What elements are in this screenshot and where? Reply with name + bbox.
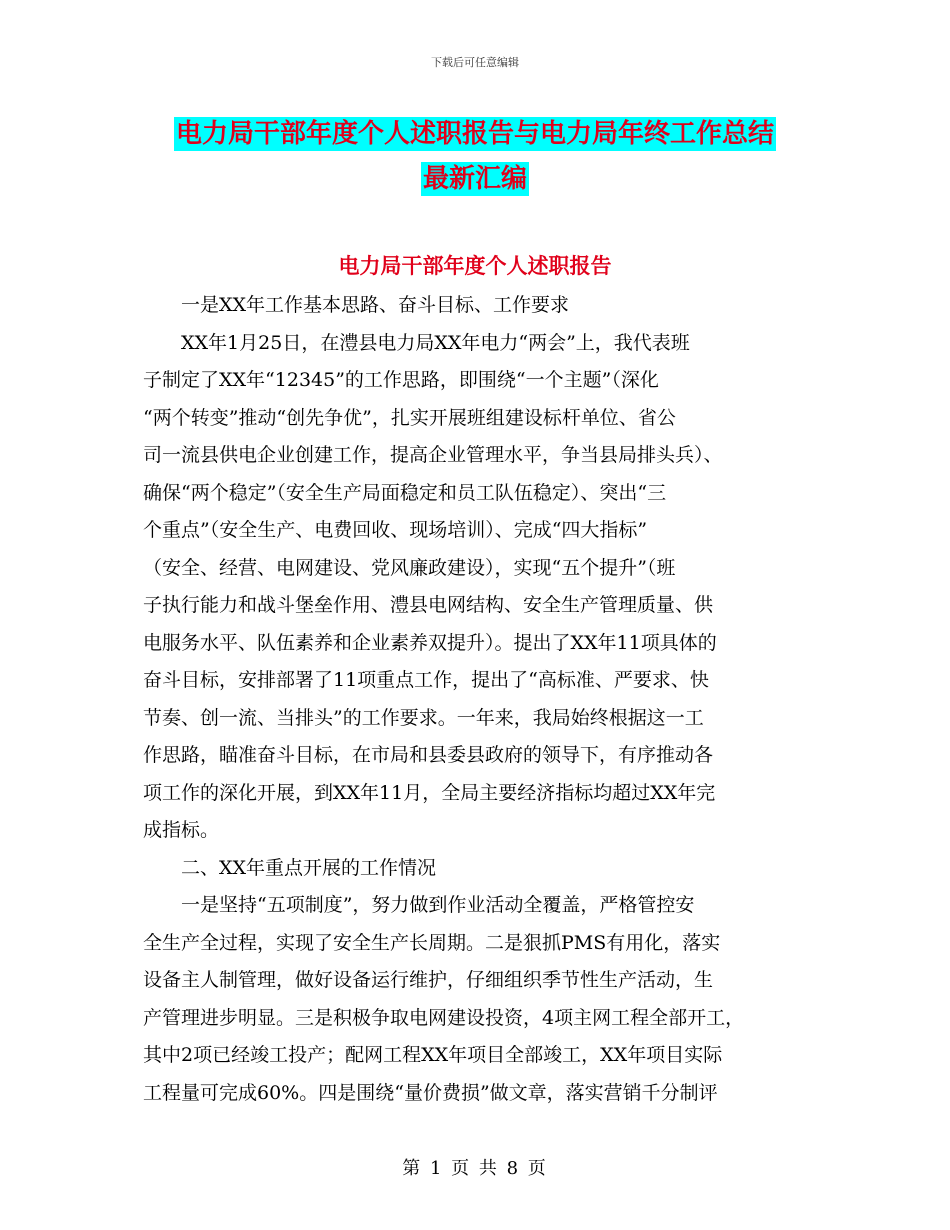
page-footer: 第 1 页 共 8 页 xyxy=(402,1158,548,1179)
title-line-2-text: 最新汇编 xyxy=(422,164,527,194)
text-line: 产管理进步明显。三是积极争取电网建设投资，4项主网工程全部开工， xyxy=(143,1006,745,1029)
text-line: （安全、经营、电网建设、党风廉政建设），实现“五个提升”（班 xyxy=(143,556,676,579)
text-line: 其中2项已经竣工投产；配网工程XX年项目全部竣工，XX年项目实际 xyxy=(143,1044,723,1066)
paragraph xyxy=(143,325,823,850)
text-line: 一是XX年工作基本思路、奋斗目标、工作要求 xyxy=(181,294,570,316)
document-body xyxy=(143,287,823,1112)
paragraph xyxy=(143,287,823,325)
header-note: 下载后可任意编辑 xyxy=(431,56,519,69)
text-line: 二、XX年重点开展的工作情况 xyxy=(181,856,437,879)
text-line: XX年1月25日，在澧县电力局XX年电力“两会”上，我代表班 xyxy=(181,331,690,354)
text-line: 司一流县供电企业创建工作，提高企业管理水平，争当县局排头兵）、 xyxy=(143,444,723,466)
document-title-line-1 xyxy=(0,113,950,150)
text-line: 全生产全过程，实现了安全生产长周期。二是狠抓PMS有用化，落实 xyxy=(143,931,721,954)
text-line: 子执行能力和战斗堡垒作用、澧县电网结构、安全生产管理质量、供 xyxy=(143,594,714,616)
text-line: “两个转变”推动“创先争优”，扎实开展班组建设标杆单位、省公 xyxy=(143,406,676,429)
paragraph xyxy=(143,887,823,1112)
text-line: 个重点”（安全生产、电费回收、现场培训）、完成“四大指标” xyxy=(143,519,648,541)
text-line: 电服务水平、队伍素养和企业素养双提升）。提出了XX年11项具体的 xyxy=(143,631,717,654)
section-title: 电力局干部年度个人述职报告 xyxy=(338,254,612,278)
paragraph xyxy=(143,850,823,888)
text-line: 设备主人制管理，做好设备运行维护，仔细组织季节性生产活动，生 xyxy=(143,969,714,991)
text-line: 一是坚持“五项制度”，努力做到作业活动全覆盖，严格管控安 xyxy=(181,894,695,916)
document-title-line-2 xyxy=(0,158,950,195)
text-line: 子制定了XX年“12345”的工作思路，即围绕“一个主题”（深化 xyxy=(143,369,659,391)
text-line: 成指标。 xyxy=(143,819,220,841)
text-line: 确保“两个稳定”（安全生产局面稳定和员工队伍稳定）、突出“三 xyxy=(143,481,667,504)
title-line-1-text: 电力局干部年度个人述职报告与电力局年终工作总结 xyxy=(175,119,774,149)
text-line: 项工作的深化开展，到XX年11月，全局主要经济指标均超过XX年完 xyxy=(143,781,716,804)
text-line: 奋斗目标，安排部署了11项重点工作，提出了“高标准、严要求、快 xyxy=(143,669,709,691)
text-line: 节奏、创一流、当排头”的工作要求。一年来，我局始终根据这一工 xyxy=(143,706,704,729)
text-line: 工程量可完成60%。四是围绕“量价费损”做文章，落实营销千分制评 xyxy=(143,1081,718,1104)
text-line: 作思路，瞄准奋斗目标，在市局和县委县政府的领导下，有序推动各 xyxy=(143,744,714,766)
